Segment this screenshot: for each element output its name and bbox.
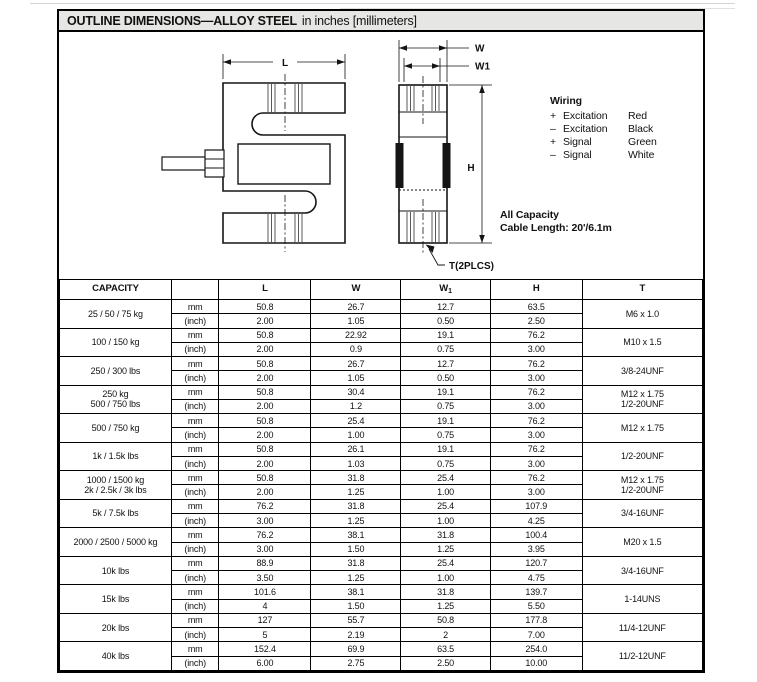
value-cell: 50.8: [219, 357, 311, 371]
t-leader-arrow: [426, 245, 435, 254]
capacity-cell: 15k lbs: [60, 585, 172, 614]
value-cell: 3.00: [490, 485, 582, 499]
value-cell: 88.9: [219, 556, 311, 570]
value-cell: 2: [401, 628, 490, 642]
unit-cell: (inch): [171, 599, 219, 613]
capacity-cell: 25 / 50 / 75 kg: [60, 300, 172, 329]
value-cell: 76.2: [490, 385, 582, 399]
value-cell: 76.2: [490, 414, 582, 428]
l-arrow-left: [223, 59, 231, 65]
value-cell: 1.00: [311, 428, 401, 442]
value-cell: 2.19: [311, 628, 401, 642]
unit-cell: mm: [171, 385, 219, 399]
value-cell: 31.8: [401, 528, 490, 542]
value-cell: 152.4: [219, 642, 311, 656]
unit-cell: mm: [171, 442, 219, 456]
value-cell: 1.25: [311, 485, 401, 499]
thread-cell: 11/2-12UNF: [582, 642, 702, 671]
unit-cell: mm: [171, 471, 219, 485]
unit-cell: (inch): [171, 513, 219, 527]
h-arrow-top: [479, 85, 485, 93]
capacity-cell: 100 / 150 kg: [60, 328, 172, 357]
w-arrow-left: [399, 45, 407, 51]
wiring-sign: +: [550, 110, 557, 122]
wiring-title: Wiring: [550, 95, 582, 107]
capacity-cell: 2000 / 2500 / 5000 kg: [60, 528, 172, 557]
value-cell: 1.25: [401, 599, 490, 613]
unit-cell: (inch): [171, 656, 219, 670]
value-cell: 5: [219, 628, 311, 642]
value-cell: 2.75: [311, 656, 401, 670]
unit-cell: (inch): [171, 314, 219, 328]
value-cell: 19.1: [401, 385, 490, 399]
right-slot-band: [443, 143, 451, 188]
value-cell: 1.03: [311, 456, 401, 470]
table-row: [60, 328, 703, 342]
thread-cell: 1-14UNS: [582, 585, 702, 614]
value-cell: 69.9: [311, 642, 401, 656]
value-cell: 3.00: [490, 371, 582, 385]
value-cell: 12.7: [401, 357, 490, 371]
value-cell: 76.2: [490, 357, 582, 371]
value-cell: 2.00: [219, 428, 311, 442]
value-cell: 50.8: [219, 471, 311, 485]
section-title-units: in inches [millimeters]: [301, 13, 417, 28]
left-slot-band: [396, 143, 404, 188]
capacity-cell: 500 / 750 kg: [60, 414, 172, 443]
value-cell: 2.00: [219, 342, 311, 356]
value-cell: 55.7: [311, 613, 401, 627]
scan-rule-line: [30, 3, 735, 4]
unit-cell: mm: [171, 585, 219, 599]
table-row: [60, 642, 703, 656]
wiring-signal-label: Excitation: [563, 110, 608, 122]
unit-cell: mm: [171, 357, 219, 371]
thread-cell: M6 x 1.0: [582, 300, 702, 329]
table-header-cell: L: [219, 280, 311, 300]
unit-cell: mm: [171, 414, 219, 428]
table-row: [60, 385, 703, 399]
capacity-cell: 1k / 1.5k lbs: [60, 442, 172, 471]
value-cell: 3.50: [219, 571, 311, 585]
unit-cell: (inch): [171, 456, 219, 470]
table-row: [60, 442, 703, 456]
value-cell: 50.8: [219, 442, 311, 456]
table-row: [60, 414, 703, 428]
value-cell: 19.1: [401, 414, 490, 428]
value-cell: 25.4: [401, 471, 490, 485]
cable-stub: [162, 157, 207, 170]
value-cell: 2.00: [219, 371, 311, 385]
value-cell: 38.1: [311, 585, 401, 599]
value-cell: 76.2: [490, 471, 582, 485]
value-cell: 139.7: [490, 585, 582, 599]
thread-cell: M12 x 1.75: [582, 414, 702, 443]
table-row: [60, 357, 703, 371]
value-cell: 1.50: [311, 599, 401, 613]
value-cell: 1.50: [311, 542, 401, 556]
wiring-legend: [550, 95, 657, 162]
value-cell: 1.00: [401, 571, 490, 585]
value-cell: 1.25: [311, 571, 401, 585]
table-row: [60, 585, 703, 599]
capacity-cell: 10k lbs: [60, 556, 172, 585]
dim-label-l: L: [281, 58, 289, 69]
dim-label-h: H: [467, 163, 475, 174]
unit-cell: mm: [171, 328, 219, 342]
value-cell: 101.6: [219, 585, 311, 599]
value-cell: 127: [219, 613, 311, 627]
table-row: [60, 613, 703, 627]
value-cell: 100.4: [490, 528, 582, 542]
table-header: [60, 280, 703, 300]
unit-cell: (inch): [171, 542, 219, 556]
wiring-sign: +: [550, 136, 557, 148]
thread-cell: 3/4-16UNF: [582, 499, 702, 528]
unit-cell: (inch): [171, 485, 219, 499]
value-cell: 76.2: [490, 442, 582, 456]
value-cell: 10.00: [490, 656, 582, 670]
thread-cell: 1/2-20UNF: [582, 442, 702, 471]
value-cell: 31.8: [311, 556, 401, 570]
unit-cell: mm: [171, 642, 219, 656]
value-cell: 50.8: [219, 328, 311, 342]
thread-cell: M12 x 1.75 1/2-20UNF: [582, 385, 702, 414]
w1-extension-lines: [404, 58, 440, 82]
value-cell: 76.2: [219, 499, 311, 513]
value-cell: 38.1: [311, 528, 401, 542]
thread-cell: M12 x 1.75 1/2-20UNF: [582, 471, 702, 500]
unit-cell: mm: [171, 300, 219, 314]
wiring-signal-label: Signal: [563, 136, 592, 148]
thread-callout-label: T(2PLCS): [449, 261, 494, 272]
value-cell: 5.50: [490, 599, 582, 613]
unit-cell: (inch): [171, 628, 219, 642]
outline-dimensions-panel: [57, 9, 705, 673]
value-cell: 50.8: [219, 414, 311, 428]
value-cell: 0.9: [311, 342, 401, 356]
w-arrow-right: [439, 45, 447, 51]
value-cell: 0.50: [401, 371, 490, 385]
value-cell: 1.25: [401, 542, 490, 556]
value-cell: 0.50: [401, 314, 490, 328]
wiring-color-label: Green: [628, 136, 657, 148]
value-cell: 2.00: [219, 456, 311, 470]
table-row: [60, 499, 703, 513]
cable-note: [500, 209, 612, 235]
value-cell: 30.4: [311, 385, 401, 399]
value-cell: 25.4: [311, 414, 401, 428]
table-header-cell: $W_1$: [401, 280, 490, 300]
wiring-color-label: Red: [628, 110, 647, 122]
capacity-cell: 250 kg 500 / 750 lbs: [60, 385, 172, 414]
table-row: [60, 300, 703, 314]
thread-cell: 3/8-24UNF: [582, 357, 702, 386]
unit-cell: mm: [171, 499, 219, 513]
table-header-cell: W: [311, 280, 401, 300]
value-cell: 3.00: [219, 513, 311, 527]
value-cell: 22.92: [311, 328, 401, 342]
dimensions-table-wrap: [59, 279, 703, 671]
w1-arrow-right: [432, 63, 440, 69]
value-cell: 1.00: [401, 513, 490, 527]
capacity-cell: 1000 / 1500 kg 2k / 2.5k / 3k lbs: [60, 471, 172, 500]
wiring-signal-label: Excitation: [563, 123, 608, 135]
wiring-row: [550, 136, 657, 149]
value-cell: 1.25: [311, 513, 401, 527]
cable-note-line1: All Capacity: [500, 209, 559, 221]
value-cell: 177.8: [490, 613, 582, 627]
unit-cell: mm: [171, 556, 219, 570]
value-cell: 3.00: [490, 456, 582, 470]
wiring-color-label: Black: [628, 123, 654, 135]
value-cell: 254.0: [490, 642, 582, 656]
value-cell: 1.05: [311, 371, 401, 385]
table-row: [60, 528, 703, 542]
table-row: [60, 556, 703, 570]
capacity-cell: 20k lbs: [60, 613, 172, 642]
unit-cell: (inch): [171, 428, 219, 442]
value-cell: 76.2: [490, 328, 582, 342]
value-cell: 3.00: [490, 399, 582, 413]
cable-note-line2: Cable Length: 20'/6.1m: [500, 222, 612, 234]
value-cell: 3.00: [490, 428, 582, 442]
value-cell: 2.50: [490, 314, 582, 328]
value-cell: 1.2: [311, 399, 401, 413]
wiring-row: [550, 110, 657, 123]
thread-cell: 3/4-16UNF: [582, 556, 702, 585]
value-cell: 50.8: [219, 300, 311, 314]
unit-cell: (inch): [171, 571, 219, 585]
value-cell: 50.8: [401, 613, 490, 627]
dim-label-w: W: [475, 43, 485, 55]
value-cell: 31.8: [311, 471, 401, 485]
value-cell: 1.00: [401, 485, 490, 499]
l-arrow-right: [337, 59, 345, 65]
table-header-cell: H: [490, 280, 582, 300]
value-cell: 63.5: [401, 642, 490, 656]
value-cell: 0.75: [401, 456, 490, 470]
dim-label-w1: W1: [475, 61, 490, 73]
value-cell: 25.4: [401, 556, 490, 570]
value-cell: 107.9: [490, 499, 582, 513]
unit-cell: mm: [171, 613, 219, 627]
value-cell: 3.95: [490, 542, 582, 556]
value-cell: 4.75: [490, 571, 582, 585]
table-header-cell: T: [582, 280, 702, 300]
section-title: OUTLINE DIMENSIONS—ALLOY STEEL: [67, 13, 297, 28]
value-cell: 31.8: [311, 499, 401, 513]
thread-cell: M10 x 1.5: [582, 328, 702, 357]
value-cell: 0.75: [401, 399, 490, 413]
unit-cell: (inch): [171, 342, 219, 356]
value-cell: 7.00: [490, 628, 582, 642]
thread-cell: M20 x 1.5: [582, 528, 702, 557]
section-title-bar: [59, 11, 703, 32]
wiring-sign: –: [550, 123, 556, 135]
wiring-row: [550, 149, 657, 162]
w1-arrow-left: [404, 63, 412, 69]
value-cell: 26.7: [311, 300, 401, 314]
value-cell: 63.5: [490, 300, 582, 314]
value-cell: 6.00: [219, 656, 311, 670]
value-cell: 120.7: [490, 556, 582, 570]
unit-cell: (inch): [171, 399, 219, 413]
value-cell: 0.75: [401, 428, 490, 442]
value-cell: 2.50: [401, 656, 490, 670]
capacity-cell: 5k / 7.5k lbs: [60, 499, 172, 528]
value-cell: 2.00: [219, 399, 311, 413]
unit-cell: mm: [171, 528, 219, 542]
value-cell: 26.7: [311, 357, 401, 371]
value-cell: 76.2: [219, 528, 311, 542]
value-cell: 31.8: [401, 585, 490, 599]
value-cell: 25.4: [401, 499, 490, 513]
value-cell: 19.1: [401, 328, 490, 342]
value-cell: 3.00: [490, 342, 582, 356]
value-cell: 1.05: [311, 314, 401, 328]
front-view-drawing: [396, 40, 495, 272]
value-cell: 3.00: [219, 542, 311, 556]
value-cell: 12.7: [401, 300, 490, 314]
table-header-cell: [171, 280, 219, 300]
capacity-cell: 40k lbs: [60, 642, 172, 671]
value-cell: 50.8: [219, 385, 311, 399]
value-cell: 0.75: [401, 342, 490, 356]
wiring-sign: –: [550, 149, 556, 161]
gauge-cavity: [238, 144, 330, 184]
value-cell: 4.25: [490, 513, 582, 527]
table-row: [60, 471, 703, 485]
value-cell: 2.00: [219, 485, 311, 499]
capacity-cell: 250 / 300 lbs: [60, 357, 172, 386]
wiring-signal-label: Signal: [563, 149, 592, 161]
h-arrow-bottom: [479, 235, 485, 243]
dimensions-table: [59, 279, 703, 671]
table-header-cell: CAPACITY: [60, 280, 172, 300]
unit-cell: (inch): [171, 371, 219, 385]
wiring-row: [550, 123, 657, 136]
value-cell: 2.00: [219, 314, 311, 328]
side-view-drawing: [162, 54, 345, 252]
value-cell: 26.1: [311, 442, 401, 456]
value-cell: 19.1: [401, 442, 490, 456]
wiring-color-label: White: [628, 149, 655, 161]
value-cell: 4: [219, 599, 311, 613]
hex-fitting: [205, 150, 224, 177]
thread-cell: 11/4-12UNF: [582, 613, 702, 642]
